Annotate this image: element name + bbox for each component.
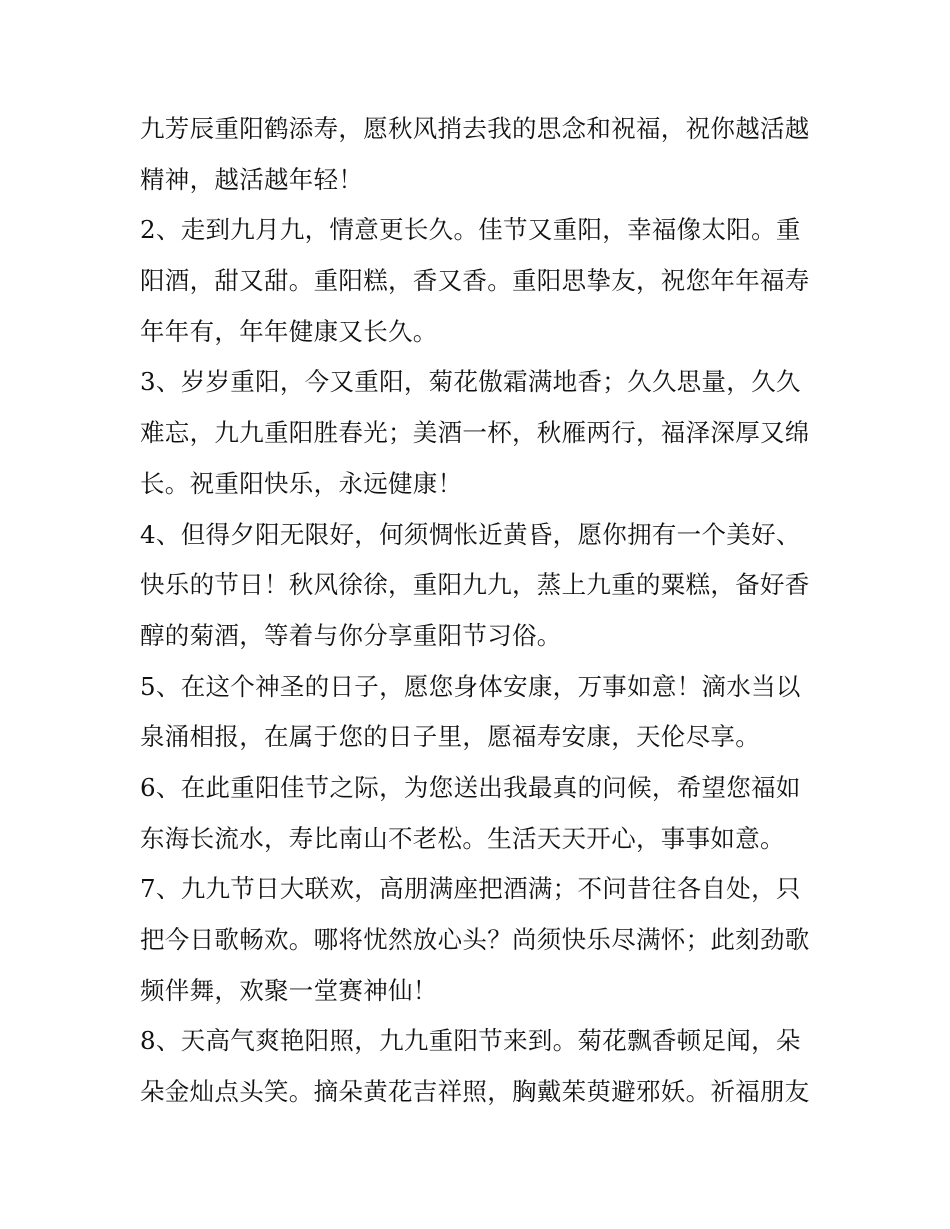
text-line: 醇的菊酒，等着与你分享重阳节习俗。 bbox=[140, 620, 562, 650]
text-line: 3、岁岁重阳，今又重阳，菊花傲霜满地香；久久思量，久久 bbox=[140, 367, 801, 397]
text-line: 快乐的节日！秋风徐徐，重阳九九，蒸上九重的粟糕，备好香 bbox=[140, 570, 810, 600]
text-line: 阳酒，甜又甜。重阳糕，香又香。重阳思挚友，祝您年年福寿 bbox=[140, 266, 810, 296]
document-body bbox=[140, 104, 820, 1118]
text-line: 难忘，九九重阳胜春光；美酒一杯，秋雁两行，福泽深厚又绵 bbox=[140, 418, 810, 448]
text-line: 精神，越活越年轻！ bbox=[140, 164, 364, 194]
text-line: 5、在这个神圣的日子，愿您身体安康，万事如意！滴水当以 bbox=[140, 671, 801, 701]
text-line: 2、走到九月九，情意更长久。佳节又重阳，幸福像太阳。重 bbox=[140, 215, 801, 245]
text-line: 长。祝重阳快乐，永远健康！ bbox=[140, 468, 463, 498]
text-line: 把今日歌畅欢。哪将忧然放心头？尚须快乐尽满怀；此刻劲歌 bbox=[140, 925, 810, 954]
text-line: 东海长流水，寿比南山不老松。生活天天开心，事事如意。 bbox=[140, 823, 785, 853]
text-line: 频伴舞，欢聚一堂赛神仙！ bbox=[140, 975, 438, 1005]
text-line: 九芳辰重阳鹤添寿，愿秋风捎去我的思念和祝福，祝你越活越 bbox=[140, 114, 810, 143]
text-line: 8、天高气爽艳阳照，九九重阳节来到。菊花飘香顿足闻，朵 bbox=[140, 1026, 801, 1056]
text-line: 7、九九节日大联欢，高朋满座把酒满；不问昔往各自处，只 bbox=[140, 874, 801, 904]
text-line: 4、但得夕阳无限好，何须惆怅近黄昏，愿你拥有一个美好、 bbox=[140, 519, 801, 549]
text-line: 泉涌相报，在属于您的日子里，愿福寿安康，天伦尽享。 bbox=[140, 722, 760, 752]
text-line: 朵金灿点头笑。摘朵黄花吉祥照，胸戴茱萸避邪妖。祈福朋友 bbox=[140, 1077, 810, 1107]
text-line: 6、在此重阳佳节之际，为您送出我最真的问候，希望您福如 bbox=[140, 772, 801, 802]
text-line: 年年有，年年健康又长久。 bbox=[140, 316, 438, 346]
